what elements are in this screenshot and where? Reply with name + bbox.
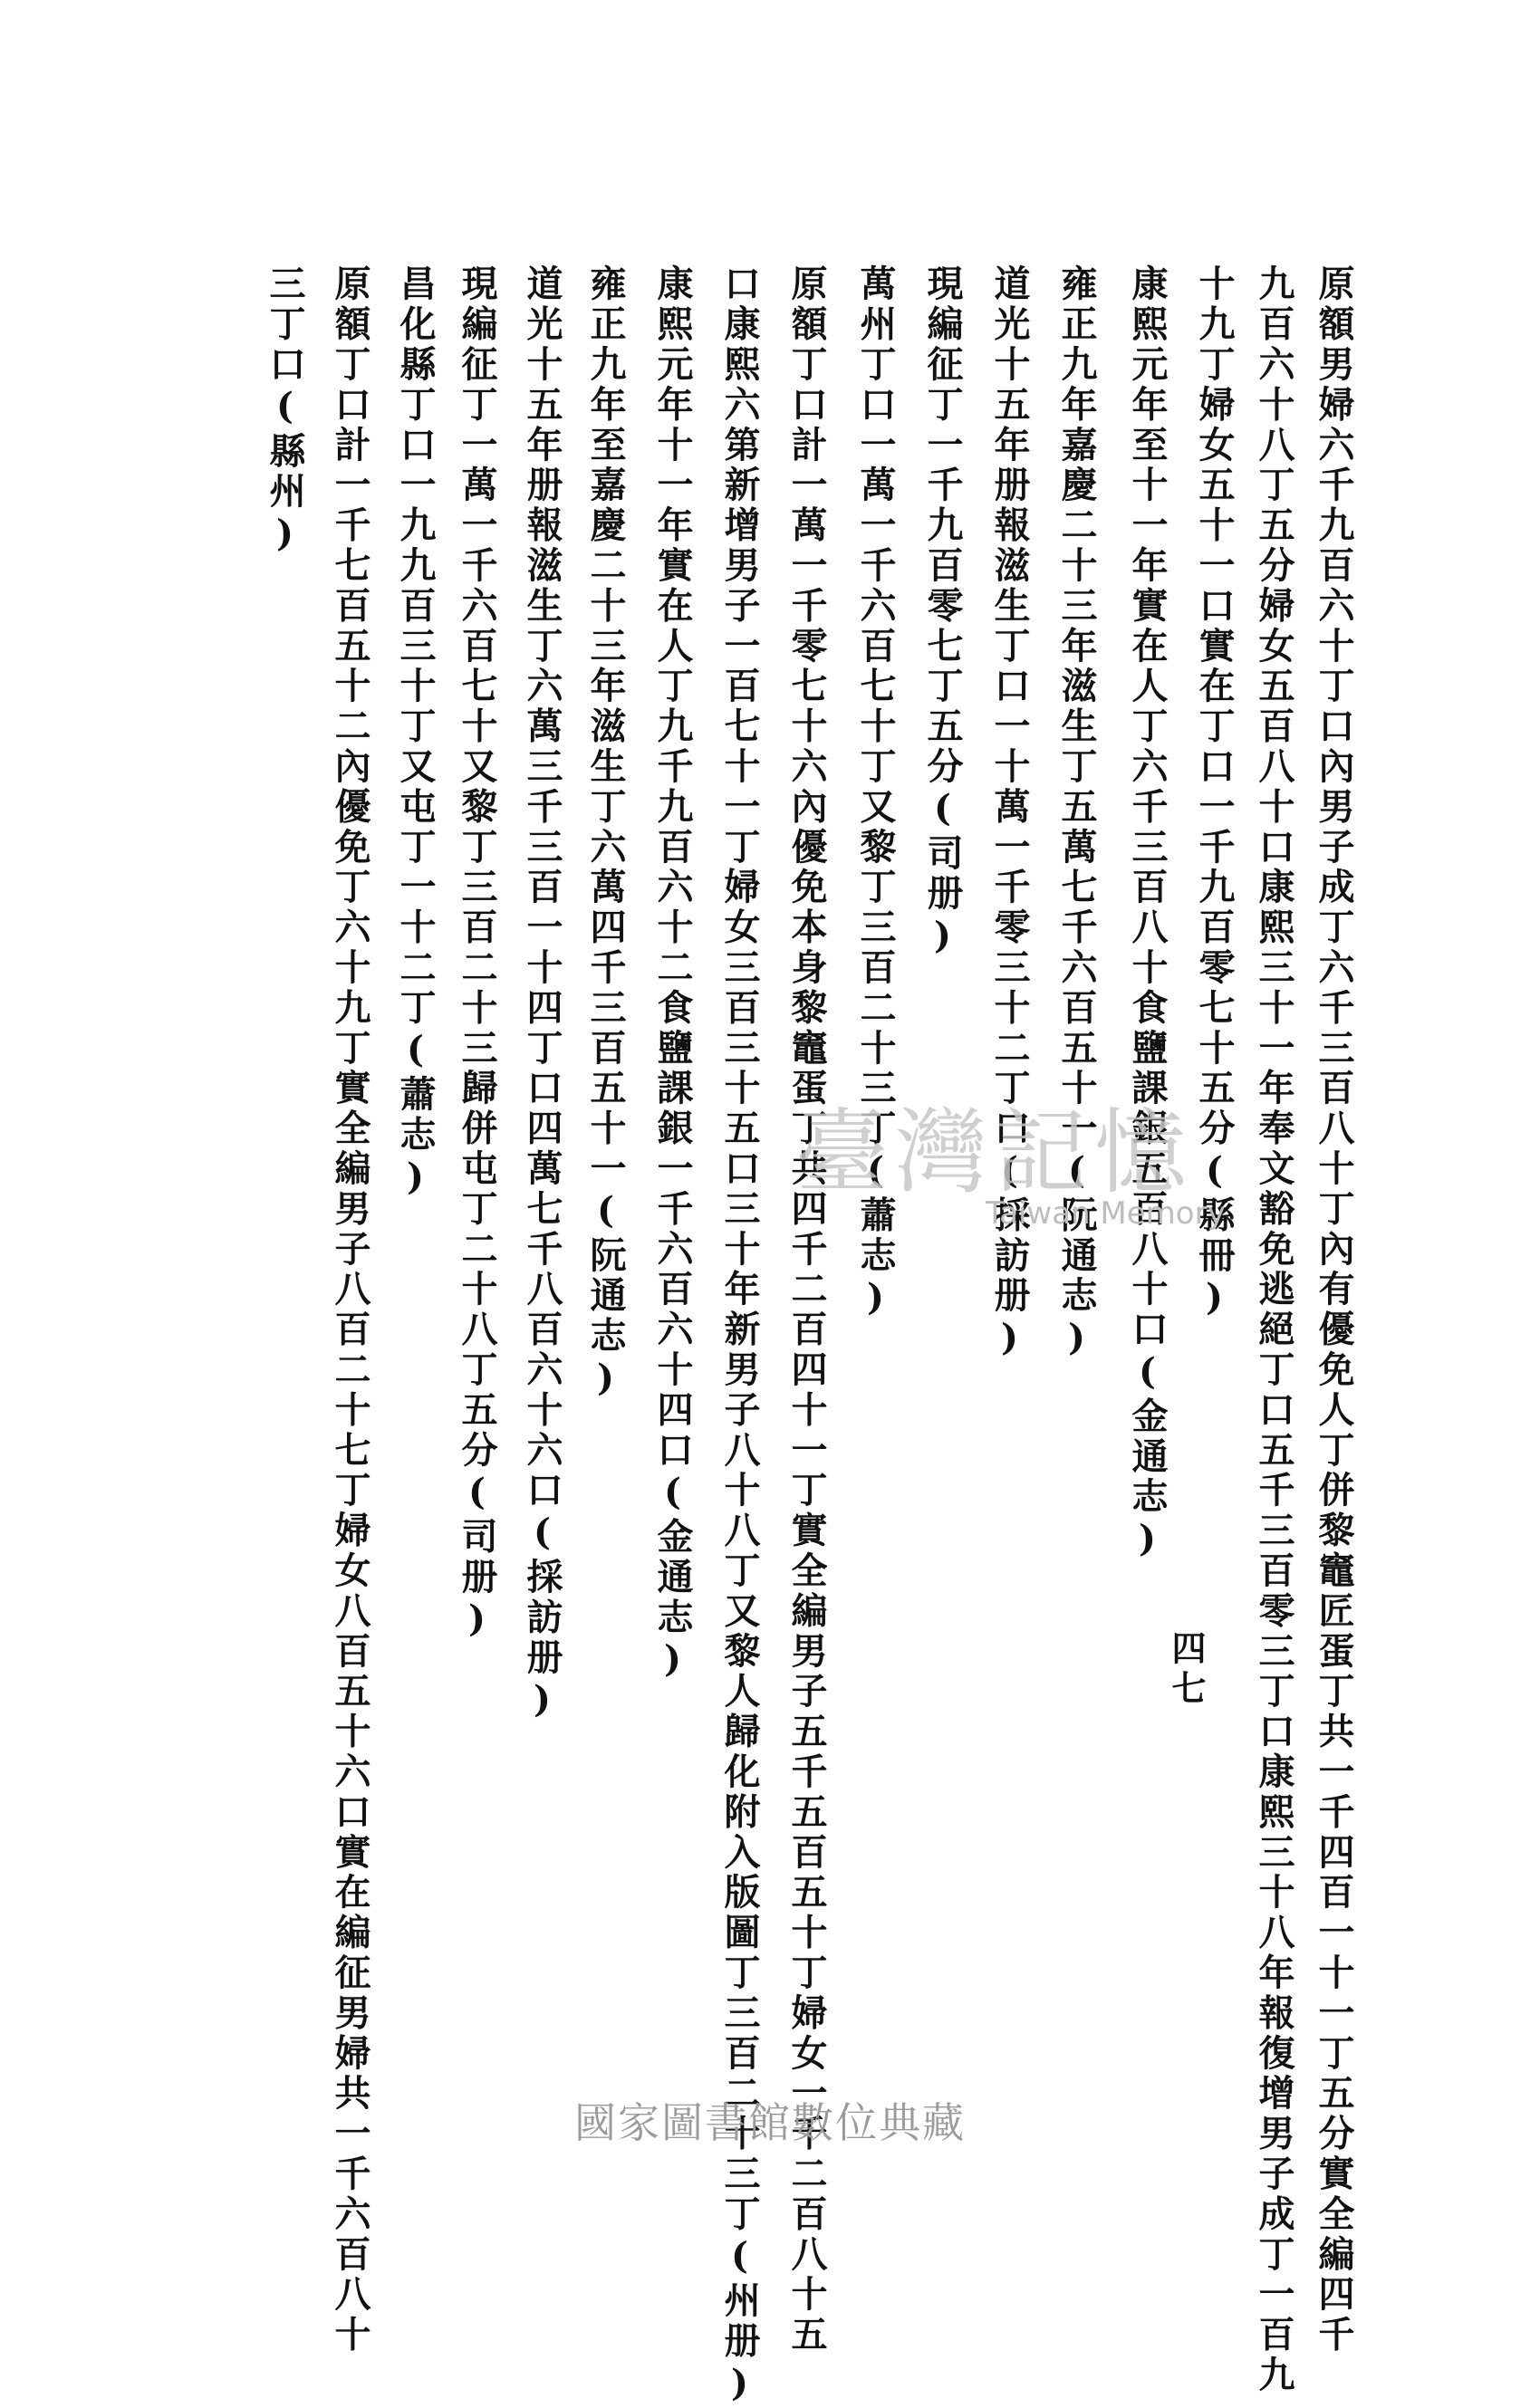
watermark-logo — [795, 1079, 1226, 1261]
watermark-subtitle: Taiwan Memory — [986, 1195, 1226, 1232]
text-column-3: 十九丁婦女五十一口實在丁口一千九百零七十五分(縣冊) — [1193, 264, 1236, 1323]
text-column-16: 原額丁口計一千七百五十二內優免丁六十九丁實全編男子八百二十七丁婦女八百五十六口實在編征男婦共一千六百八十 — [329, 264, 371, 2355]
text-column-8: 萬州丁口一萬一千六百七十丁又黎丁三百二十三丁(蕭志) — [854, 264, 897, 1323]
text-column-13: 道光十五年册報滋生丁六萬三千三百一十四丁口四萬七千八百六十六口(採訪册) — [521, 264, 563, 1725]
text-column-15: 昌化縣丁口一九九百三十丁又屯丁一十二丁(蕭志) — [394, 264, 437, 1203]
text-column-14: 現編征丁一萬一千六百七十又黎丁三百二十三歸併屯丁二十八丁五分(司册) — [456, 264, 498, 1645]
text-column-4: 康熙元年至十一年實在人丁六千三百八十食鹽課銀五百八十口(金通志) — [1126, 264, 1169, 1564]
text-column-7: 現編征丁一千九百零七丁五分(司册) — [921, 264, 964, 961]
text-column-10: 口康熙六第新增男子一百七十一丁婦女三百三十五口三十年新男子八十八丁又黎人歸化附入版圖丁三百二十三丁(州册) — [718, 264, 761, 2408]
watermark-text: 臺灣記憶 — [795, 1099, 1194, 1207]
text-column-5: 雍正九年嘉慶二十三年滋生丁五萬七千六百五十一(阮通志) — [1055, 264, 1098, 1363]
page-number: 四七 — [1166, 1630, 1207, 1710]
text-column-6: 道光十五年册報滋生丁口一十萬一千零三十二丁口(採訪册) — [988, 264, 1031, 1363]
text-column-11: 康熙元年十一年實在人丁九千九百六十二食鹽課銀一千六百六十四口(金通志) — [651, 264, 694, 1684]
text-column-1: 原額男婦六千九百六十丁口內男子成丁六千三百八十丁內有優免人丁併黎竈匠蛋丁共一千四百一十一丁五分實全編四千 — [1313, 264, 1355, 2355]
text-column-12: 雍正九年至嘉慶二十三年滋生丁六萬四千三百五十一(阮通志) — [584, 264, 627, 1404]
footer-credit: 國家圖書館數位典藏 — [574, 2098, 966, 2147]
text-column-2: 九百六十八丁五分婦女五百八十口康熙三十一年奉文豁免逃絕丁口五千三百零三丁口康熙三十八年報復增男子成丁一百九 — [1253, 264, 1295, 2396]
text-column-9: 原額丁口計一萬一千零七十六內優免本身黎竈蛋丁共四千二百四十一丁實全編男子五千五百五十丁婦女一千二百八十五 — [785, 264, 828, 2355]
text-column-17: 三丁口(縣州) — [264, 264, 306, 559]
